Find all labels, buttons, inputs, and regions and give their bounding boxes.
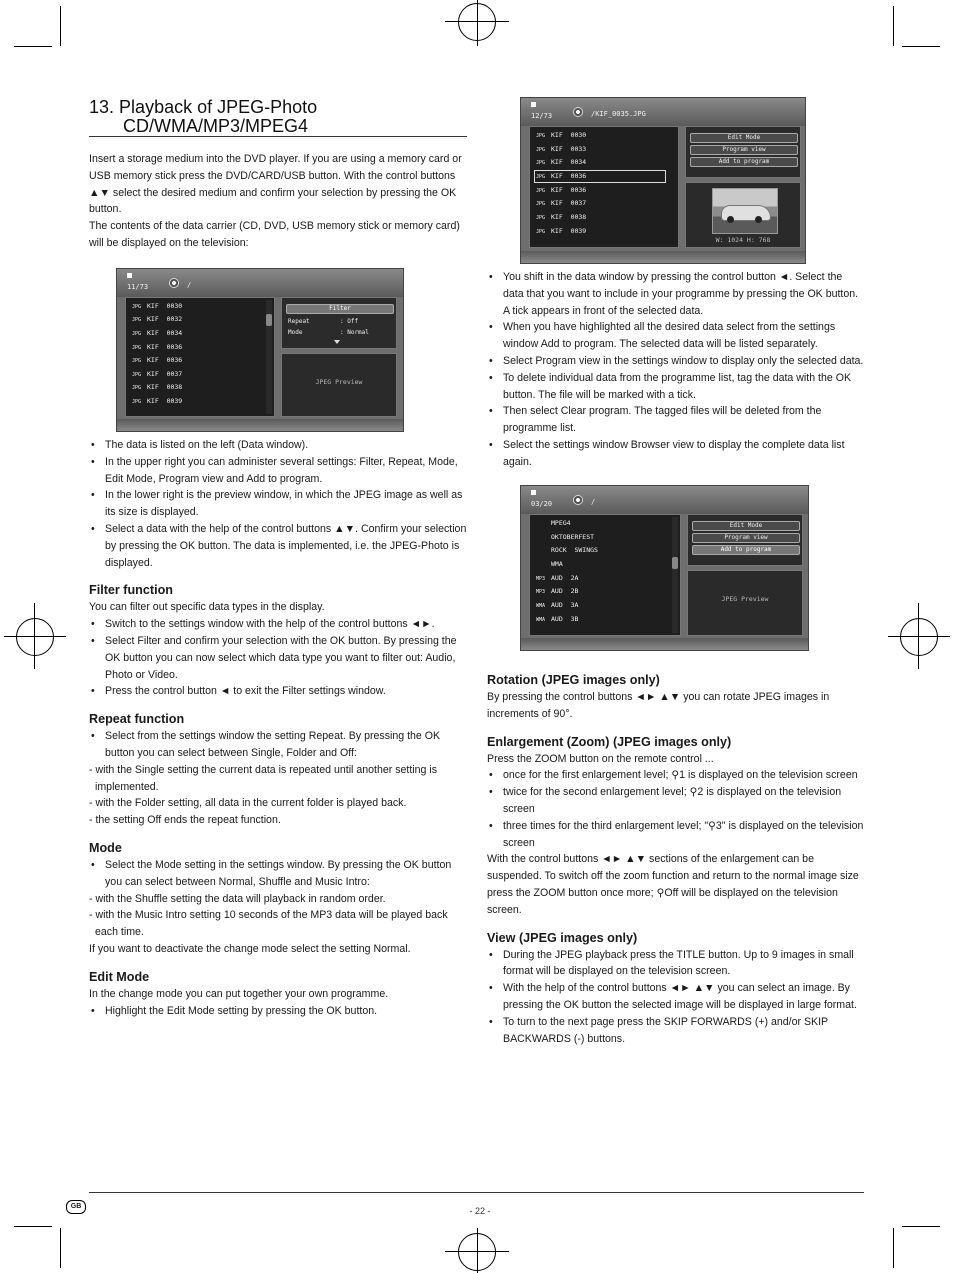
tv-screenshot-filter: [116, 268, 404, 432]
bullet-item: • With the help of the control buttons ◄► ▲▼ you can select an image. By pressing the OK button the selected image will be displayed in large format.: [487, 980, 865, 1014]
section-heading-filter: Filter function: [89, 583, 173, 598]
bullet-item: • The data is listed on the left (Data window).: [89, 437, 469, 454]
tv-screenshot-edit-mode: [520, 97, 806, 264]
bullet-item: • Press the control button ◄ to exit the Filter settings window.: [89, 683, 469, 700]
file-row: JPG KIF 0039: [132, 397, 183, 405]
bullet-item: • twice for the second enlargement level; ⚲2 is displayed on the television screen: [487, 784, 865, 818]
section-paragraph: You can filter out specific data types in the display.: [89, 601, 325, 614]
file-row: JPG KIF 0030: [536, 131, 587, 139]
file-row: JPG KIF 0032: [132, 315, 183, 323]
section-heading-zoom: Enlargement (Zoom) (JPEG images only): [487, 734, 732, 749]
dash-item: - with the Music Intro setting 10 seconds of the MP3 data will be played back each time.: [89, 909, 448, 939]
right-body: [487, 671, 865, 1047]
settings-window: [687, 514, 803, 566]
file-counter: 03/20: [531, 500, 553, 508]
crop-mark: [893, 1228, 894, 1268]
section-paragraph: Press the ZOOM button on the remote control ...: [487, 752, 714, 765]
data-window: [125, 297, 275, 417]
folder-row: MPEG4: [551, 519, 571, 527]
menu-item-add-to-program: Add to program: [690, 157, 798, 167]
file-row: JPG KIF 0038: [536, 213, 587, 221]
file-row: JPG KIF 0036: [536, 186, 587, 194]
page-title: 13. Playback of JPEG-Photo CD/WMA/MP3/MPEG4: [89, 97, 318, 136]
file-row-selected: JPG KIF 0036: [536, 172, 664, 181]
section-heading-repeat: Repeat function: [89, 712, 185, 727]
footer-divider: [89, 1192, 864, 1193]
folder-row: ROCK SWINGS: [551, 546, 598, 554]
folder-row: WMA: [551, 560, 563, 568]
dash-item: - with the Folder setting, all data in the current folder is played back.: [89, 797, 407, 810]
bullet-item: • To turn to the next page press the SKIP FORWARDS (+) and/or SKIP BACKWARDS (-) buttons.: [487, 1014, 865, 1048]
dash-item: - with the Shuffle setting the data will playback in random order.: [89, 892, 386, 905]
preview-window: [281, 353, 397, 417]
menu-item-program-view: Program view: [692, 533, 800, 543]
bullet-item: • Select a data with the help of the control buttons ▲▼. Confirm your selection by pressing the OK button. The data is implemented, i.e. the JPEG-Photo is displayed.: [89, 521, 469, 571]
preview-window: [685, 182, 801, 248]
section-paragraph: By pressing the control buttons ◄► ▲▼ you can rotate JPEG images in increments of 90°.: [487, 691, 830, 720]
right-top: [487, 269, 865, 471]
dash-item: - with the Single setting the current data is repeated until another setting is implemented.: [89, 763, 438, 793]
preview-label: JPEG Preview: [721, 595, 769, 603]
preview-window: [687, 570, 803, 636]
page-number: - 22 -: [469, 1206, 491, 1216]
file-counter: 11/73: [127, 283, 149, 291]
tv-screenshot-music: [520, 485, 809, 651]
file-row: WMA AUD 3A: [536, 601, 579, 609]
file-path: /KIF_0035.JPG: [591, 110, 646, 118]
file-row: MP3 AUD 2A: [536, 574, 579, 582]
bullet-item: • To delete individual data from the programme list, tag the data with the OK button. The file will be marked with a tick.: [487, 370, 865, 404]
image-size-label: W: 1024 H: 768: [715, 236, 771, 244]
bullet-item: • Then select Clear program. The tagged files will be deleted from the programme list.: [487, 403, 865, 437]
intro-paragraph: Insert a storage medium into the DVD player. If you are using a memory card or USB memory stick press the DVD/CARD/USB button. With the control buttons ▲▼ select the desired medium and confirm your selection by pressing the OK button.: [89, 153, 462, 216]
menu-item-program-view: Program view: [690, 145, 798, 155]
car-photo-thumbnail: [712, 188, 778, 234]
intro-paragraph: The contents of the data carrier (CD, DVD, USB memory stick or memory card) will be displayed on the television:: [89, 220, 460, 249]
section-heading-rotation: Rotation (JPEG images only): [487, 673, 660, 687]
disc-icon: [573, 495, 583, 505]
section-heading-edit-mode: Edit Mode: [89, 969, 150, 984]
crop-mark: [14, 46, 52, 47]
title-divider: [89, 136, 467, 137]
menu-item-filter: Filter: [286, 304, 394, 314]
section-heading-mode: Mode: [89, 840, 122, 855]
bullet-item: • once for the first enlargement level; ⚲1 is displayed on the television screen: [487, 767, 865, 784]
file-row: MP3 AUD 2B: [536, 587, 579, 595]
section-paragraph: With the control buttons ◄► ▲▼ sections of the enlargement can be suspended. To switch off the zoom function and return to the normal image size press the ZOOM button once more; ⚲Off will be displayed on the television screen.: [487, 853, 859, 916]
settings-window: [281, 297, 397, 349]
file-row: JPG KIF 0037: [132, 370, 183, 378]
file-row: JPG KIF 0030: [132, 302, 183, 310]
left-body: [89, 437, 469, 1019]
bullet-item: • three times for the third enlargement level; "⚲3" is displayed on the television screen: [487, 818, 865, 852]
menu-row: Repeat : Off: [288, 318, 359, 325]
menu-item-edit-mode: Edit Mode: [692, 521, 800, 531]
file-row: JPG KIF 0034: [536, 158, 587, 166]
folder-row: OKTOBERFEST: [551, 533, 595, 541]
file-counter: 12/73: [531, 112, 553, 120]
left-intro: [89, 151, 469, 252]
file-row: JPG KIF 0038: [132, 383, 183, 391]
bullet-item: • Select from the settings window the setting Repeat. By pressing the OK button you can select between Single, Folder and Off:: [89, 728, 469, 762]
crop-mark: [60, 6, 61, 46]
preview-label: JPEG Preview: [315, 378, 363, 386]
bullet-item: • During the JPEG playback press the TITLE button. Up to 9 images in small format will be displayed on the television screen.: [487, 947, 865, 981]
data-window: [529, 126, 679, 248]
bullet-item: • When you have highlighted all the desired data select from the settings window Add to program. The selected data will be listed separately.: [487, 319, 865, 353]
file-row: JPG KIF 0036: [132, 356, 183, 364]
bullet-item: • Select Program view in the settings window to display only the selected data.: [487, 353, 865, 370]
country-badge: GB: [66, 1200, 86, 1214]
bullet-item: • Select Filter and confirm your selection with the OK button. By pressing the OK button you can now select which data type you want to filter out: Audio, Photo or Video.: [89, 633, 469, 683]
bullet-item: • You shift in the data window by pressing the control button ◄. Select the data that you want to include in your programme by pressing the OK button. A tick appears in front of the selected data.: [487, 269, 865, 319]
file-path: /: [187, 281, 192, 289]
disc-icon: [169, 278, 179, 288]
section-paragraph: In the change mode you can put together your own programme.: [89, 987, 389, 1000]
bullet-item: • Highlight the Edit Mode setting by pressing the OK button.: [89, 1003, 469, 1020]
section-heading-view: View (JPEG images only): [487, 930, 638, 945]
bullet-item: • Select the settings window Browser view to display the complete data list again.: [487, 437, 865, 471]
data-window: [529, 514, 681, 636]
crop-mark: [893, 6, 894, 46]
crop-mark: [60, 1228, 61, 1268]
file-row: JPG KIF 0034: [132, 329, 183, 337]
bullet-item: • Select the Mode setting in the settings window. By pressing the OK button you can select between Normal, Shuffle and Music Intro:: [89, 857, 469, 891]
bullet-item: • In the lower right is the preview window, in which the JPEG image as well as its size is displayed.: [89, 487, 469, 521]
crop-mark: [902, 1226, 940, 1227]
section-paragraph: If you want to deactivate the change mode select the setting Normal.: [89, 942, 411, 955]
menu-row: Mode : Normal: [288, 329, 369, 336]
crop-mark: [14, 1226, 52, 1227]
menu-item-add-to-program: Add to program: [692, 545, 800, 555]
file-row: JPG KIF 0039: [536, 227, 587, 235]
bullet-item: • In the upper right you can administer several settings: Filter, Repeat, Mode, Edit Mode, Program view and Add to program.: [89, 454, 469, 488]
file-row: JPG KIF 0037: [536, 199, 587, 207]
arrow-down-icon: [334, 340, 340, 344]
file-path: /: [591, 498, 596, 506]
bullet-item: • Switch to the settings window with the help of the control buttons ◄►.: [89, 616, 469, 633]
registration-mark: [900, 618, 938, 656]
file-row: WMA AUD 3B: [536, 615, 579, 623]
registration-mark: [16, 618, 54, 656]
menu-item-edit-mode: Edit Mode: [690, 133, 798, 143]
crop-mark: [902, 46, 940, 47]
settings-window: [685, 126, 801, 178]
file-row: JPG KIF 0036: [132, 343, 183, 351]
disc-icon: [573, 107, 583, 117]
dash-item: - the setting Off ends the repeat function.: [89, 814, 281, 827]
file-row: JPG KIF 0033: [536, 145, 587, 153]
